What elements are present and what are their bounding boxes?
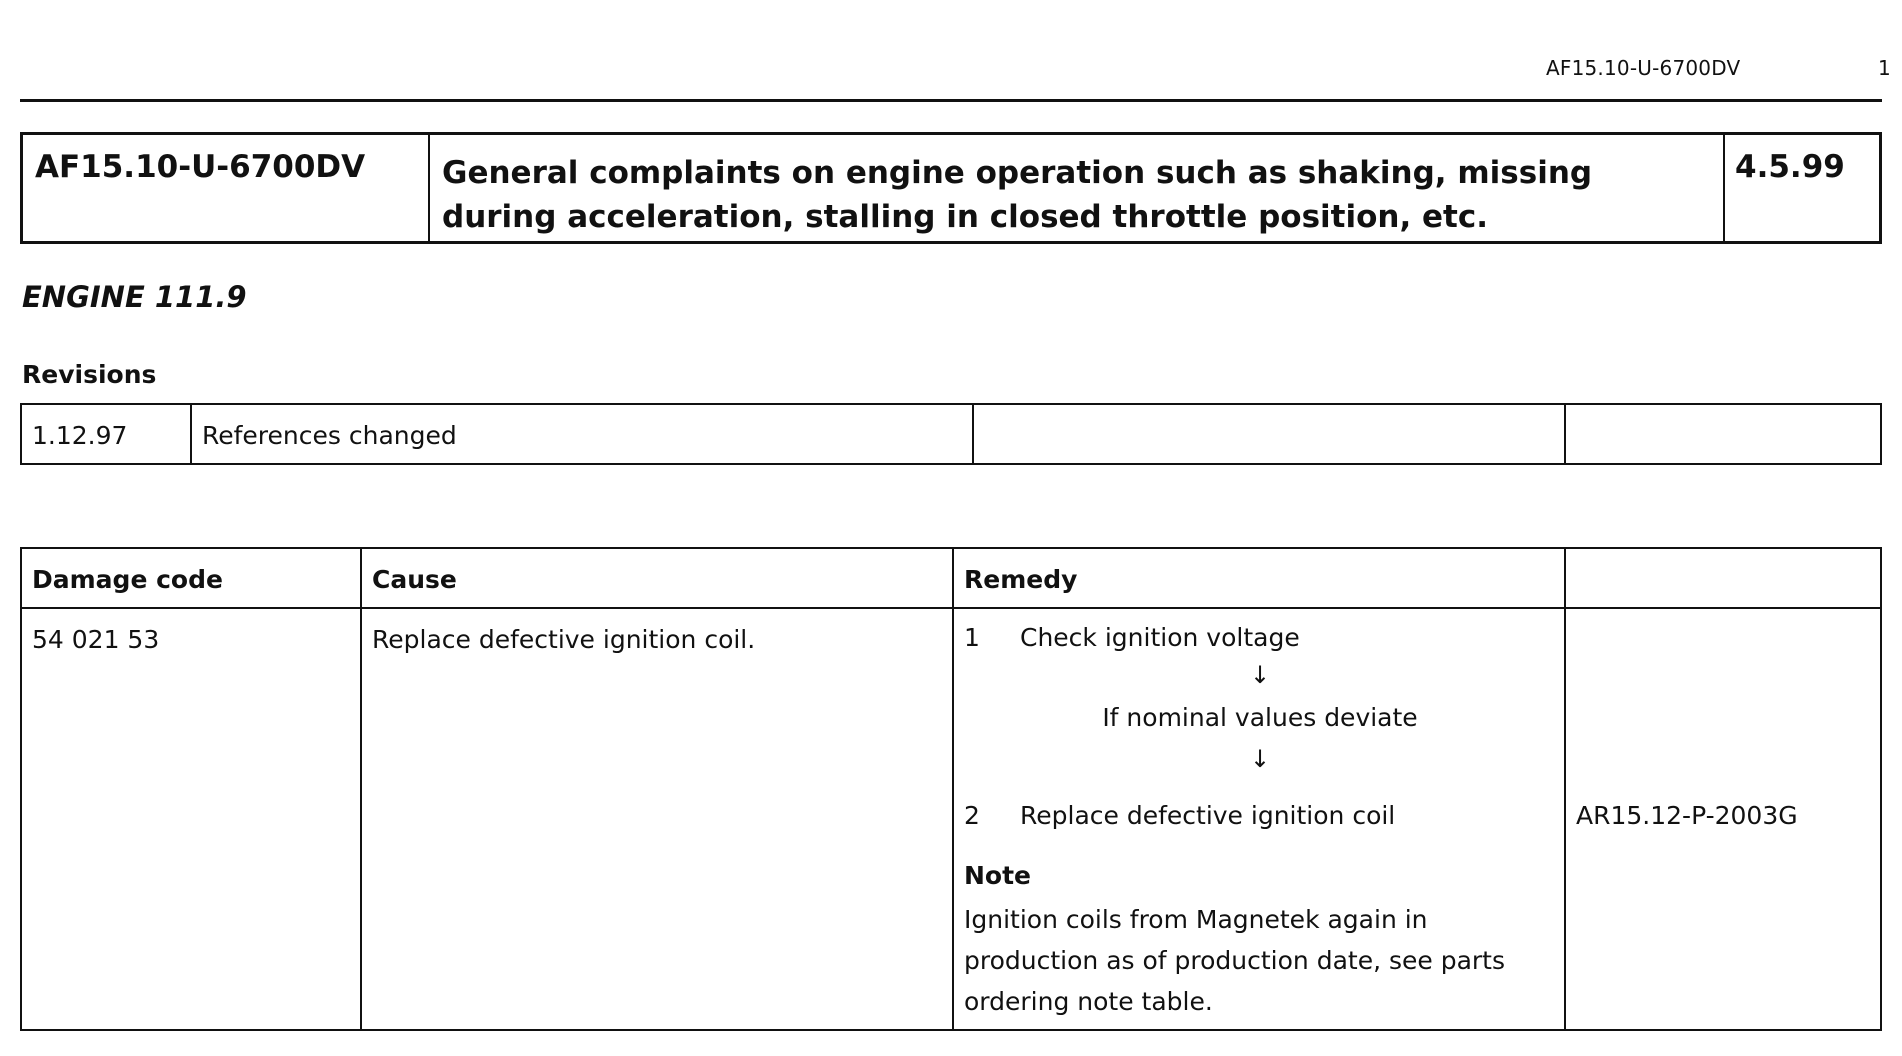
reference-column <box>1566 549 1880 1029</box>
cause-text: Replace defective ignition coil. <box>372 625 756 654</box>
flow-arrow-down-icon: ↓ <box>1249 661 1271 689</box>
cause-column <box>362 549 954 1029</box>
title-code-cell <box>23 135 430 241</box>
revision-empty-cell <box>974 405 1566 463</box>
note-label: Note <box>964 861 1032 890</box>
note-text: Ignition coils from Magnetek again in production as of production date, see parts ordering note table. <box>964 905 1506 1016</box>
revision-date: 1.12.97 <box>32 421 128 450</box>
complaint-description: General complaints on engine operation such as shaking, missing during acceleration, stalling in closed throttle position, etc. <box>442 155 1593 235</box>
title-block <box>20 132 1882 244</box>
revision-text: References changed <box>202 421 457 450</box>
reference-document-code: AR15.12-P-2003G <box>1576 801 1798 830</box>
damage-table <box>20 547 1882 1031</box>
header-rule <box>20 99 1882 102</box>
remedy-column <box>954 549 1566 1029</box>
cause-header: Cause <box>372 565 457 594</box>
remedy-condition: If nominal values deviate <box>1102 703 1418 732</box>
revision-empty-cell <box>1566 405 1880 463</box>
engine-title: ENGINE 111.9 <box>22 280 247 314</box>
document-date: 4.5.99 <box>1735 149 1845 185</box>
revision-date-cell <box>22 405 192 463</box>
revisions-table <box>20 403 1882 465</box>
title-description-cell <box>430 135 1725 241</box>
title-date-cell <box>1725 135 1879 241</box>
remedy-step-text: Replace defective ignition coil <box>1020 801 1396 830</box>
damage-code-header: Damage code <box>32 565 223 594</box>
flow-arrow-down-icon: ↓ <box>1249 745 1271 773</box>
damage-code-value: 54 021 53 <box>32 625 160 654</box>
remedy-step-number: 1 <box>964 623 980 652</box>
remedy-header: Remedy <box>964 565 1078 594</box>
remedy-step-text: Check ignition voltage <box>1020 623 1300 652</box>
damage-code-column <box>22 549 362 1029</box>
document-code: AF15.10-U-6700DV <box>35 149 366 185</box>
revision-text-cell <box>192 405 974 463</box>
remedy-step-number: 2 <box>964 801 980 830</box>
running-header-doc-code: AF15.10-U-6700DV <box>1546 56 1741 80</box>
revisions-heading: Revisions <box>22 360 157 389</box>
page-number: 1 <box>1878 56 1891 80</box>
